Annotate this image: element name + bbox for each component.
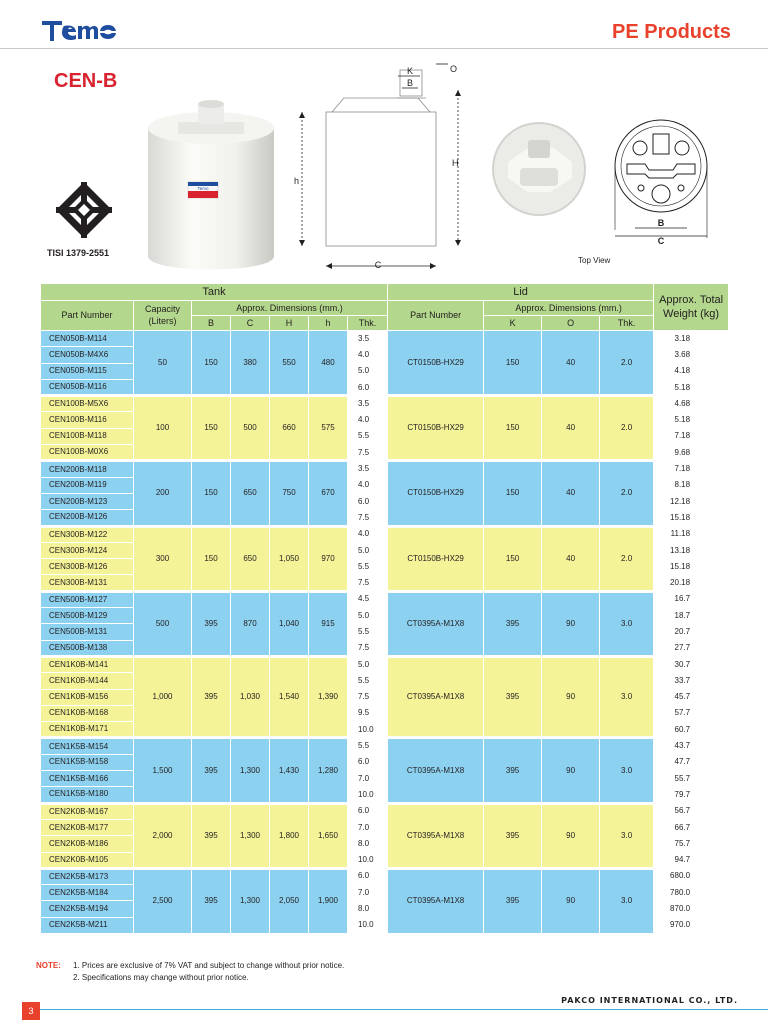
table-row [41, 526, 729, 542]
tank-part-number: CEN300B-M124 [41, 542, 134, 558]
weight-cell: 780.0 [654, 885, 729, 901]
weight-cell: 8.18 [654, 477, 729, 493]
tank-thickness-cell: 5.5 [348, 738, 388, 754]
weight-cell: 13.18 [654, 542, 729, 558]
lid-thickness-cell: 2.0 [600, 526, 654, 591]
dim-b-cell: 150 [192, 331, 231, 396]
company-name: PAKCO INTERNATIONAL CO., LTD. [561, 996, 738, 1005]
weight-cell: 47.7 [654, 754, 729, 770]
weight-cell: 3.68 [654, 347, 729, 363]
tank-thickness-cell: 7.5 [348, 445, 388, 461]
tank-part-number: CEN300B-M131 [41, 575, 134, 591]
dim-H-cell: 2,050 [270, 868, 309, 933]
weight-cell: 45.7 [654, 689, 729, 705]
lid-k-cell: 395 [484, 868, 542, 933]
col-b-header: B [192, 316, 231, 331]
dimension-h-label: H [452, 158, 459, 168]
col-k-header: K [484, 316, 542, 331]
tank-thickness-cell: 4.0 [348, 412, 388, 428]
dim-c-cell: 1,300 [231, 803, 270, 868]
weight-cell: 680.0 [654, 868, 729, 884]
table-row [41, 868, 729, 884]
dim-c-cell: 870 [231, 591, 270, 656]
tank-thickness-cell: 7.5 [348, 689, 388, 705]
lid-k-cell: 395 [484, 591, 542, 656]
lid-top-photo [488, 118, 590, 220]
tank-part-number: CEN1K0B-M156 [41, 689, 134, 705]
lid-o-cell: 90 [542, 803, 600, 868]
tank-thickness-cell: 10.0 [348, 787, 388, 803]
lid-o-cell: 90 [542, 656, 600, 737]
tank-thickness-cell: 5.0 [348, 542, 388, 558]
tank-thickness-cell: 5.5 [348, 428, 388, 444]
tank-thickness-cell: 8.0 [348, 901, 388, 917]
weight-cell: 11.18 [654, 526, 729, 542]
tank-group-header: Tank [41, 284, 388, 301]
tank-thickness-cell: 9.5 [348, 705, 388, 721]
top-view-drawing [605, 118, 722, 246]
table-row [41, 803, 729, 819]
tank-part-number-header: Part Number [41, 301, 134, 331]
tank-part-number: CEN500B-M131 [41, 624, 134, 640]
dim-c-cell: 650 [231, 461, 270, 526]
weight-cell: 16.7 [654, 591, 729, 607]
lid-group-header: Lid [388, 284, 654, 301]
tank-part-number: CEN1K5B-M158 [41, 754, 134, 770]
page-heading: PE Products [612, 21, 731, 43]
capacity-cell: 100 [134, 396, 192, 461]
footer-divider [40, 1009, 768, 1010]
tank-part-number: CEN100B-M0X6 [41, 445, 134, 461]
dim-H-cell: 550 [270, 331, 309, 396]
weight-header: Approx. Total Weight (kg) [654, 284, 729, 331]
capacity-cell: 1,500 [134, 738, 192, 803]
capacity-cell: 300 [134, 526, 192, 591]
tank-part-number: CEN2K5B-M173 [41, 868, 134, 884]
tank-thickness-cell: 10.0 [348, 917, 388, 933]
weight-cell: 12.18 [654, 493, 729, 509]
weight-cell: 94.7 [654, 852, 729, 868]
tank-part-number: CEN2K5B-M194 [41, 901, 134, 917]
dim-b-cell: 395 [192, 656, 231, 737]
tank-thickness-cell: 7.0 [348, 885, 388, 901]
tank-part-number: CEN1K0B-M168 [41, 705, 134, 721]
tank-thickness-cell: 6.0 [348, 868, 388, 884]
tank-part-number: CEN2K5B-M184 [41, 885, 134, 901]
lid-thickness-cell: 3.0 [600, 591, 654, 656]
tank-thickness-cell: 3.5 [348, 331, 388, 347]
tank-part-number: CEN2K0B-M177 [41, 819, 134, 835]
weight-cell: 33.7 [654, 673, 729, 689]
dim-c-cell: 500 [231, 396, 270, 461]
capacity-cell: 500 [134, 591, 192, 656]
tank-thickness-cell: 6.0 [348, 754, 388, 770]
tank-part-number: CEN200B-M123 [41, 493, 134, 509]
tank-thickness-cell: 5.0 [348, 363, 388, 379]
weight-cell: 970.0 [654, 917, 729, 933]
weight-cell: 30.7 [654, 656, 729, 672]
col-tank-thk-header: Thk. [348, 316, 388, 331]
tank-part-number: CEN1K0B-M171 [41, 722, 134, 738]
capacity-cell: 2,000 [134, 803, 192, 868]
tank-thickness-cell: 6.0 [348, 379, 388, 395]
header-divider [0, 48, 768, 49]
lid-part-number: CT0395A-M1X8 [388, 738, 484, 803]
tank-part-number: CEN1K0B-M141 [41, 656, 134, 672]
capacity-header: Capacity (Liters) [134, 301, 192, 331]
lid-k-cell: 150 [484, 461, 542, 526]
table-row [41, 738, 729, 754]
lid-thickness-cell: 2.0 [600, 331, 654, 396]
weight-cell: 79.7 [654, 787, 729, 803]
lid-thickness-cell: 3.0 [600, 868, 654, 933]
page-number: 3 [22, 1002, 40, 1020]
tank-thickness-cell: 5.0 [348, 608, 388, 624]
tank-part-number: CEN2K5B-M211 [41, 917, 134, 933]
tank-thickness-cell: 7.0 [348, 819, 388, 835]
lid-k-cell: 150 [484, 396, 542, 461]
weight-cell: 15.18 [654, 559, 729, 575]
dimension-h-small-label: h [294, 176, 300, 186]
note-item: 1. Prices are exclusive of 7% VAT and subject to change without prior notice. [73, 961, 345, 970]
tank-part-number: CEN500B-M129 [41, 608, 134, 624]
spec-table [40, 283, 729, 934]
tank-thickness-cell: 3.5 [348, 396, 388, 412]
tank-part-number: CEN050B-M115 [41, 363, 134, 379]
tank-part-number: CEN100B-M118 [41, 428, 134, 444]
tank-part-number: CEN050B-M116 [41, 379, 134, 395]
weight-cell: 3.18 [654, 331, 729, 347]
lid-o-cell: 90 [542, 868, 600, 933]
tank-part-number: CEN200B-M126 [41, 510, 134, 526]
dim-H-cell: 1,540 [270, 656, 309, 737]
dimension-c-label: C [374, 260, 382, 270]
lid-part-number: CT0150B-HX29 [388, 396, 484, 461]
tank-thickness-cell: 5.5 [348, 673, 388, 689]
dim-h-cell: 970 [309, 526, 348, 591]
lid-thickness-cell: 3.0 [600, 738, 654, 803]
capacity-cell: 2,500 [134, 868, 192, 933]
col-H-header: H [270, 316, 309, 331]
weight-cell: 20.7 [654, 624, 729, 640]
col-o-header: O [542, 316, 600, 331]
table-row [41, 461, 729, 477]
dim-b-cell: 150 [192, 526, 231, 591]
lid-thickness-cell: 2.0 [600, 461, 654, 526]
dim-c-cell: 650 [231, 526, 270, 591]
tank-thickness-cell: 10.0 [348, 852, 388, 868]
lid-part-number: CT0150B-HX29 [388, 331, 484, 396]
side-elevation-drawing [292, 60, 477, 280]
weight-cell: 9.68 [654, 445, 729, 461]
note-label: NOTE: [36, 961, 61, 970]
tank-part-number: CEN050B-M114 [41, 331, 134, 347]
tank-part-number: CEN200B-M118 [41, 461, 134, 477]
tank-thickness-cell: 5.5 [348, 559, 388, 575]
weight-cell: 7.18 [654, 428, 729, 444]
dim-b-cell: 150 [192, 396, 231, 461]
tank-thickness-cell: 7.5 [348, 575, 388, 591]
lid-k-cell: 150 [484, 331, 542, 396]
dim-h-cell: 1,900 [309, 868, 348, 933]
lid-part-number: CT0395A-M1X8 [388, 591, 484, 656]
tank-part-number: CEN1K5B-M166 [41, 771, 134, 787]
weight-cell: 5.18 [654, 412, 729, 428]
capacity-cell: 1,000 [134, 656, 192, 737]
weight-cell: 56.7 [654, 803, 729, 819]
tank-part-number: CEN2K0B-M167 [41, 803, 134, 819]
top-view-b-label: B [657, 218, 665, 228]
tank-part-number: CEN500B-M127 [41, 591, 134, 607]
tank-thickness-cell: 4.5 [348, 591, 388, 607]
lid-thickness-cell: 2.0 [600, 396, 654, 461]
tank-part-number: CEN500B-M138 [41, 640, 134, 656]
dimension-b-label: B [406, 78, 414, 88]
lid-o-cell: 90 [542, 738, 600, 803]
lid-k-cell: 395 [484, 656, 542, 737]
lid-o-cell: 40 [542, 526, 600, 591]
tank-part-number: CEN1K5B-M154 [41, 738, 134, 754]
dim-c-cell: 380 [231, 331, 270, 396]
dimension-o-label: O [450, 64, 458, 74]
dimension-k-label: K [406, 66, 414, 76]
lid-thickness-cell: 3.0 [600, 803, 654, 868]
lid-o-cell: 40 [542, 396, 600, 461]
weight-cell: 5.18 [654, 379, 729, 395]
top-view-c-label: C [657, 236, 665, 246]
tank-thickness-cell: 6.0 [348, 803, 388, 819]
top-view-caption: Top View [578, 256, 611, 265]
tank-part-number: CEN050B-M4X6 [41, 347, 134, 363]
tank-thickness-cell: 7.0 [348, 771, 388, 787]
tank-dimensions-header: Approx. Dimensions (mm.) [192, 301, 388, 316]
lid-o-cell: 90 [542, 591, 600, 656]
dim-b-cell: 395 [192, 738, 231, 803]
dim-b-cell: 395 [192, 868, 231, 933]
tank-part-number: CEN100B-M5X6 [41, 396, 134, 412]
lid-k-cell: 150 [484, 526, 542, 591]
weight-cell: 27.7 [654, 640, 729, 656]
dim-b-cell: 395 [192, 803, 231, 868]
note-item: 2. Specifications may change without prior notice. [73, 973, 249, 982]
tank-thickness-cell: 8.0 [348, 836, 388, 852]
dim-h-cell: 1,280 [309, 738, 348, 803]
tank-thickness-cell: 10.0 [348, 722, 388, 738]
tank-part-number: CEN2K0B-M186 [41, 836, 134, 852]
col-lid-thk-header: Thk. [600, 316, 654, 331]
model-title: CEN-B [54, 70, 118, 92]
lid-part-number: CT0395A-M1X8 [388, 803, 484, 868]
capacity-cell: 50 [134, 331, 192, 396]
dim-H-cell: 1,050 [270, 526, 309, 591]
weight-cell: 66.7 [654, 819, 729, 835]
tank-thickness-cell: 4.0 [348, 477, 388, 493]
dim-h-cell: 670 [309, 461, 348, 526]
table-row [41, 656, 729, 672]
lid-dimensions-header: Approx. Dimensions (mm.) [484, 301, 654, 316]
dim-h-cell: 1,650 [309, 803, 348, 868]
dim-c-cell: 1,030 [231, 656, 270, 737]
dim-h-cell: 1,390 [309, 656, 348, 737]
tisi-certification-icon [54, 180, 114, 240]
table-row [41, 591, 729, 607]
col-h-header: h [309, 316, 348, 331]
capacity-cell: 200 [134, 461, 192, 526]
lid-part-number: CT0150B-HX29 [388, 526, 484, 591]
dim-h-cell: 575 [309, 396, 348, 461]
lid-k-cell: 395 [484, 803, 542, 868]
dim-H-cell: 1,800 [270, 803, 309, 868]
weight-cell: 870.0 [654, 901, 729, 917]
lid-part-number: CT0395A-M1X8 [388, 868, 484, 933]
tank-thickness-cell: 5.5 [348, 624, 388, 640]
weight-cell: 7.18 [654, 461, 729, 477]
weight-cell: 60.7 [654, 722, 729, 738]
weight-cell: 18.7 [654, 608, 729, 624]
dim-c-cell: 1,300 [231, 738, 270, 803]
tank-thickness-cell: 4.0 [348, 526, 388, 542]
lid-o-cell: 40 [542, 331, 600, 396]
weight-cell: 57.7 [654, 705, 729, 721]
temo-logo [40, 16, 118, 44]
spec-table-body [41, 331, 729, 934]
col-c-header: C [231, 316, 270, 331]
tank-photo [140, 98, 282, 270]
lid-thickness-cell: 3.0 [600, 656, 654, 737]
tank-thickness-cell: 6.0 [348, 493, 388, 509]
lid-part-number: CT0150B-HX29 [388, 461, 484, 526]
tank-part-number: CEN1K0B-M144 [41, 673, 134, 689]
weight-cell: 75.7 [654, 836, 729, 852]
table-row [41, 331, 729, 347]
tank-thickness-cell: 7.5 [348, 640, 388, 656]
tank-thickness-cell: 3.5 [348, 461, 388, 477]
lid-o-cell: 40 [542, 461, 600, 526]
tank-part-number: CEN300B-M122 [41, 526, 134, 542]
weight-cell: 4.18 [654, 363, 729, 379]
table-row [41, 396, 729, 412]
weight-cell: 4.68 [654, 396, 729, 412]
weight-cell: 15.18 [654, 510, 729, 526]
dim-b-cell: 150 [192, 461, 231, 526]
dim-b-cell: 395 [192, 591, 231, 656]
lid-part-number: CT0395A-M1X8 [388, 656, 484, 737]
tisi-standard-label: TISI 1379-2551 [47, 248, 110, 258]
tank-thickness-cell: 5.0 [348, 656, 388, 672]
tank-thickness-cell: 4.0 [348, 347, 388, 363]
dim-H-cell: 750 [270, 461, 309, 526]
dim-h-cell: 480 [309, 331, 348, 396]
dim-H-cell: 1,040 [270, 591, 309, 656]
tank-thickness-cell: 7.5 [348, 510, 388, 526]
tank-part-number: CEN200B-M119 [41, 477, 134, 493]
lid-part-number-header: Part Number [388, 301, 484, 331]
tank-part-number: CEN2K0B-M105 [41, 852, 134, 868]
weight-cell: 20.18 [654, 575, 729, 591]
weight-cell: 55.7 [654, 771, 729, 787]
tank-part-number: CEN300B-M126 [41, 559, 134, 575]
lid-k-cell: 395 [484, 738, 542, 803]
dim-h-cell: 915 [309, 591, 348, 656]
dim-c-cell: 1,300 [231, 868, 270, 933]
tank-part-number: CEN100B-M116 [41, 412, 134, 428]
weight-cell: 43.7 [654, 738, 729, 754]
dim-H-cell: 660 [270, 396, 309, 461]
dim-H-cell: 1,430 [270, 738, 309, 803]
tank-part-number: CEN1K5B-M180 [41, 787, 134, 803]
tank-badge-text: Temo [197, 186, 209, 191]
